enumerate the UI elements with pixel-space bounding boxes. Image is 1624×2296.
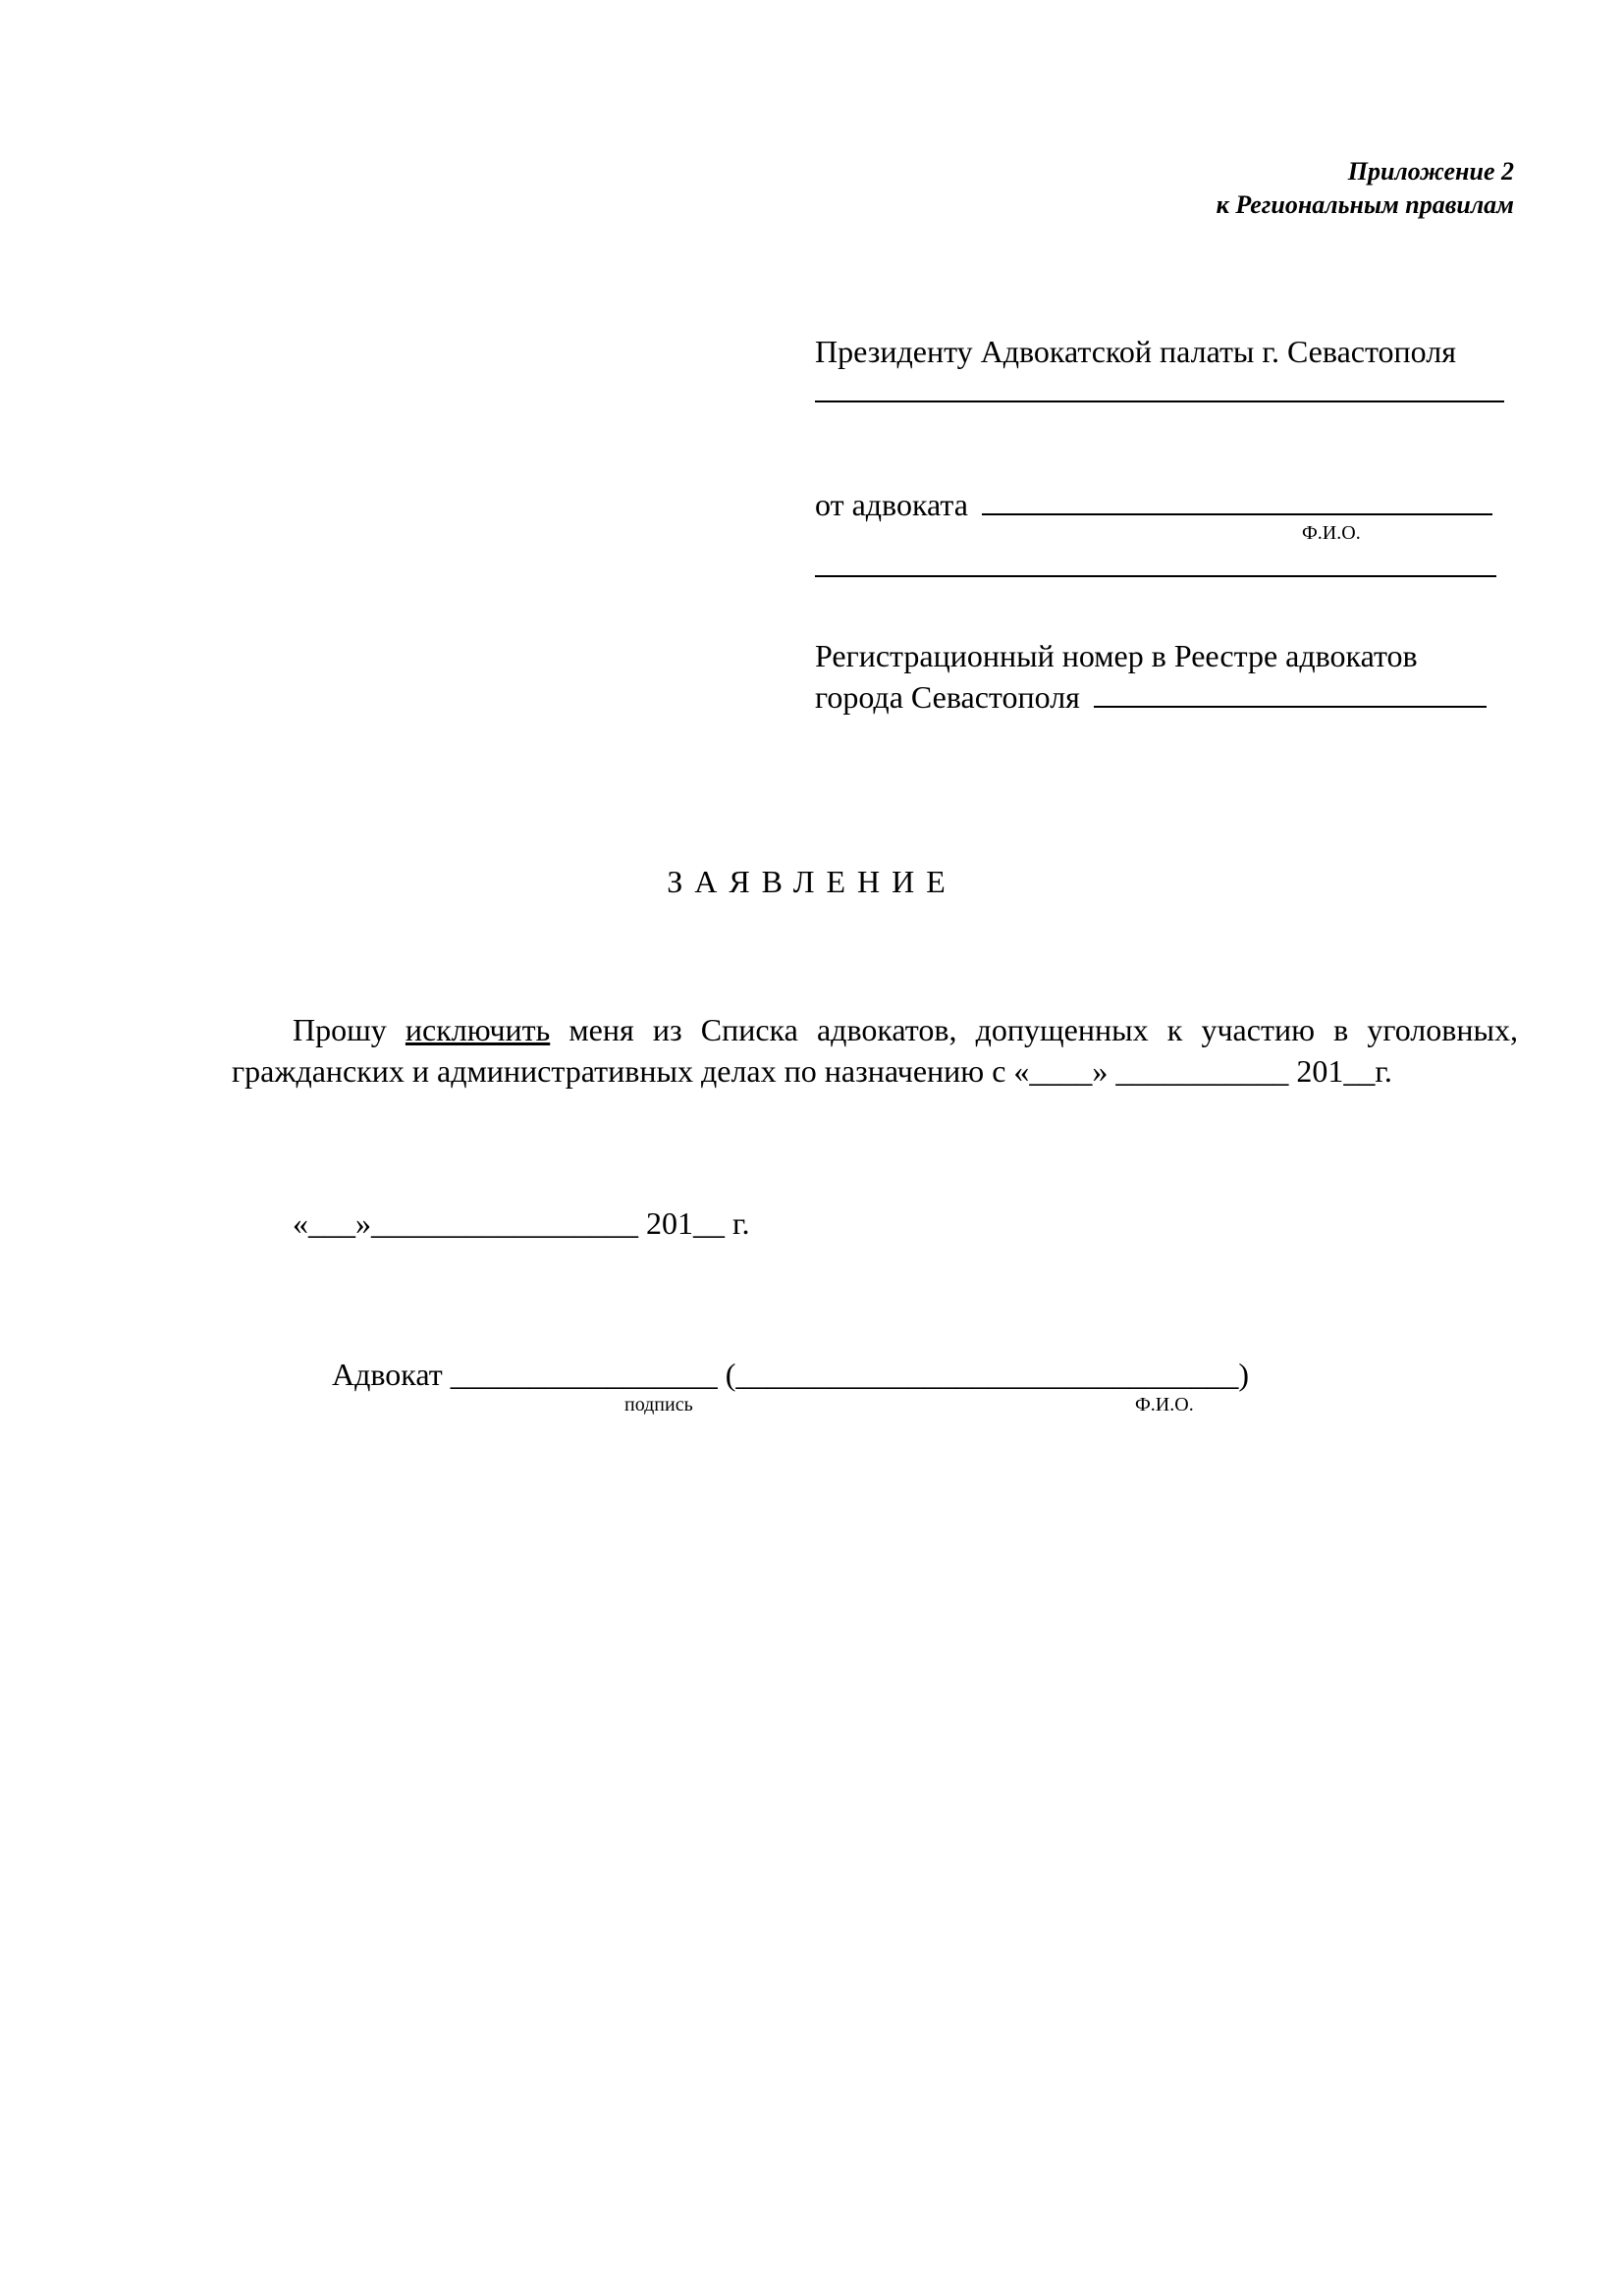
advocate-signature-line[interactable]: Адвокат _________________ (________________________________) — [332, 1357, 1250, 1392]
registry-number-row — [815, 677, 1487, 717]
signature-caption: подпись — [624, 1394, 693, 1415]
registry-number-field[interactable] — [1094, 678, 1487, 708]
signature-fio-caption: Ф.И.О. — [1135, 1394, 1194, 1415]
application-date[interactable]: «___»_________________ 201__ г. — [293, 1205, 750, 1241]
addressee-blank-line — [815, 400, 1504, 402]
advocate-name-continuation-line[interactable] — [815, 575, 1496, 577]
document-title: ЗАЯВЛЕНИЕ — [667, 864, 957, 899]
appendix-number: Приложение 2 — [1347, 157, 1514, 186]
statement-text-rest: меня из Списка адвокатов, допущенных к участию в уголовных, гражданских и административных делах по назначению с «____» ___________ 201__г. — [232, 1012, 1519, 1089]
appendix-header — [1217, 155, 1514, 222]
from-advocate-row — [815, 485, 1492, 524]
registry-number-label: Регистрационный номер в Реестре адвокатов — [815, 638, 1418, 673]
registry-city-label: города Севастополя — [815, 679, 1080, 715]
statement-underlined-word: исключить — [405, 1012, 551, 1047]
addressee-president: Президенту Адвокатской палаты г. Севастополя — [815, 334, 1456, 369]
appendix-reference: к Региональным правилам — [1216, 190, 1514, 219]
statement-body — [232, 1009, 1518, 1092]
fio-caption: Ф.И.О. — [1302, 522, 1361, 544]
statement-text-start: Прошу — [293, 1012, 406, 1047]
from-advocate-label: от адвоката — [815, 487, 968, 522]
advocate-name-field[interactable] — [982, 486, 1492, 515]
